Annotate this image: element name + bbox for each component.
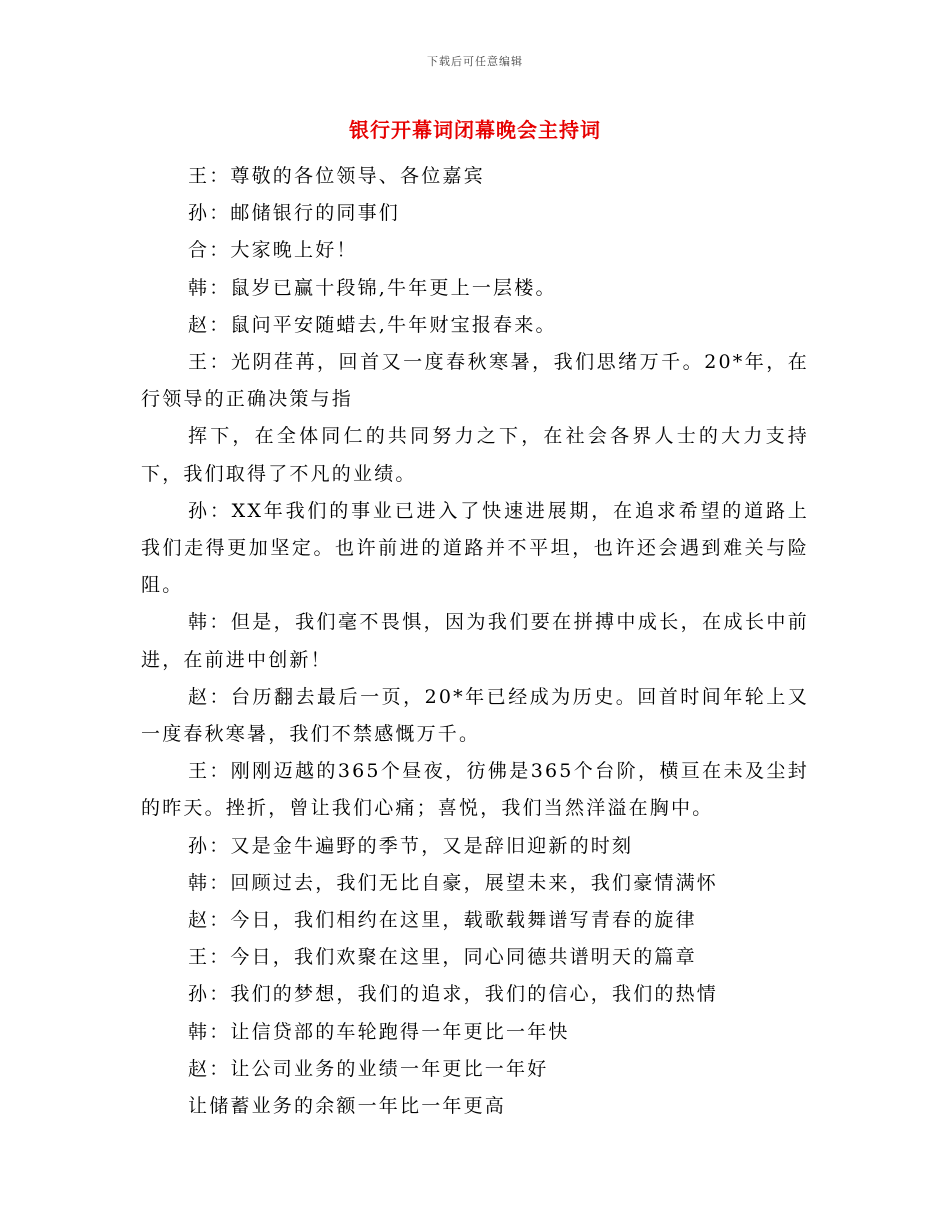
paragraph: 赵：让公司业务的业绩一年更比一年好	[188, 1057, 549, 1080]
paragraph: 韩：回顾过去，我们无比自豪，展望未来，我们豪情满怀	[188, 871, 719, 894]
paragraph: 王：尊敬的各位领导、各位嘉宾	[188, 165, 485, 187]
paragraph: 孙：邮储银行的同事们	[188, 202, 401, 225]
paragraph: 韩：但是，我们毫不畏惧，因为我们要在拼搏中成长，在成长中前进，在前进中创新！	[141, 611, 809, 671]
paragraph: 孙：又是金牛遍野的季节，又是辞旧迎新的时刻	[188, 834, 634, 857]
paragraph: 赵：台历翻去最后一页，20*年已经成为历史。回首时间年轮上又一度春秋寒暑，我们不禁感慨万千。	[141, 685, 809, 746]
paragraph: 赵：今日，我们相约在这里，载歌载舞谱写青春的旋律	[188, 909, 697, 932]
header-note: 下载后可任意编辑	[427, 55, 523, 68]
paragraph: 孙：我们的梦想，我们的追求，我们的信心，我们的热情	[188, 983, 719, 1006]
paragraph: 王：刚刚迈越的365个昼夜，彷佛是365个台阶，横亘在未及尘封的昨天。挫折，曾让我们心痛；喜悦，我们当然洋溢在胸中。	[141, 760, 809, 820]
paragraph: 韩：鼠岁已赢十段锦,牛年更上一层楼。	[188, 276, 557, 299]
paragraph: 王：光阴荏苒，回首又一度春秋寒暑，我们思绪万千。20*年，在行领导的正确决策与指	[141, 351, 809, 411]
paragraph: 王：今日，我们欢聚在这里，同心同德共谱明天的篇章	[188, 946, 697, 969]
paragraph: 孙：XX年我们的事业已进入了快速进展期，在追求希望的道路上我们走得更加坚定。也许前进的道路并不平坦，也许还会遇到难关与险阻。	[141, 499, 809, 597]
document-title: 银行开幕词闭幕晚会主持词	[349, 118, 601, 142]
document-body	[141, 158, 809, 1125]
paragraph: 让储蓄业务的余额一年比一年更高	[188, 1095, 507, 1118]
paragraph: 赵：鼠问平安随蜡去,牛年财宝报春来。	[188, 313, 557, 336]
paragraph: 韩：让信贷部的车轮跑得一年更比一年快	[188, 1020, 570, 1043]
paragraph: 合：大家晚上好！	[188, 239, 358, 262]
paragraph: 挥下，在全体同仁的共同努力之下，在社会各界人士的大力支持下，我们取得了不凡的业绩。	[141, 425, 809, 485]
